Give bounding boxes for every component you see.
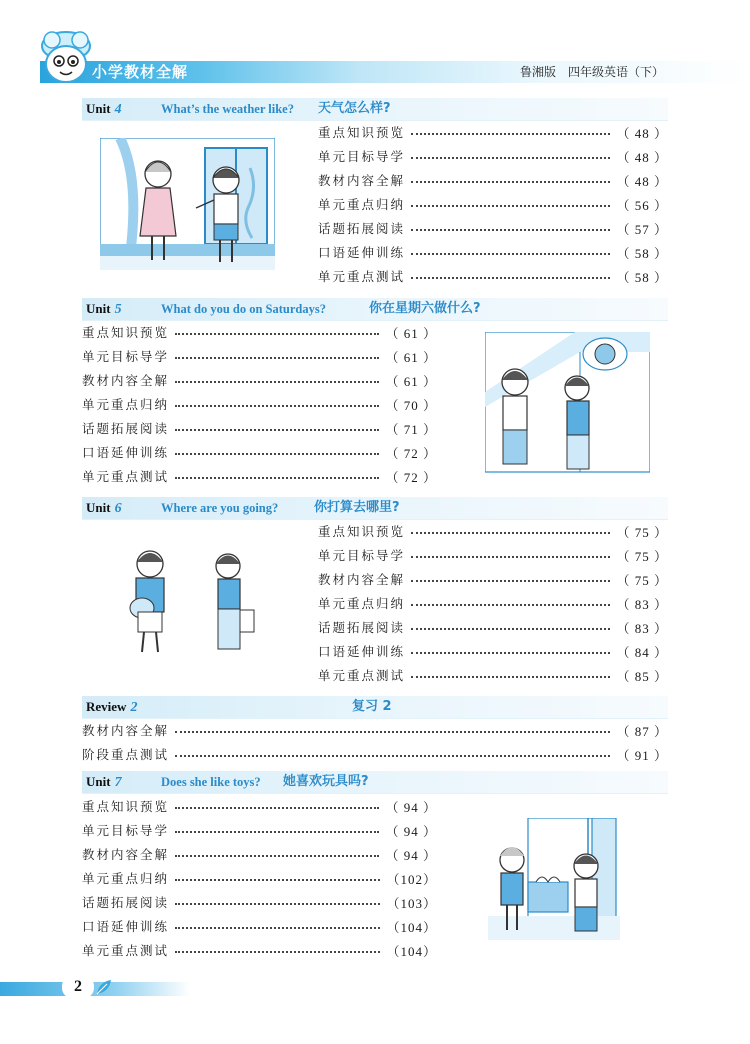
unit-title-en: Does she like toys? bbox=[161, 775, 261, 789]
unit-5-header[interactable] bbox=[82, 298, 668, 321]
toc-entry[interactable]: 单元目标导学 （ 61 ） bbox=[82, 349, 437, 365]
unit-number: 6 bbox=[114, 501, 122, 516]
toc-entry[interactable]: 教材内容全解 （ 61 ） bbox=[82, 373, 437, 389]
review-2-toc bbox=[82, 718, 668, 766]
unit-label: Unit bbox=[86, 774, 111, 789]
edition-label: 鲁湘版 bbox=[519, 65, 556, 79]
page-number: 2 bbox=[74, 978, 82, 995]
unit-title-cn: 她喜欢玩具吗? bbox=[283, 774, 369, 789]
unit-number: 7 bbox=[114, 775, 122, 790]
toc-entry[interactable]: 教材内容全解 （ 87 ） bbox=[82, 723, 668, 739]
unit-5-toc bbox=[82, 320, 437, 488]
review-2-header[interactable] bbox=[82, 696, 668, 719]
review-label: Review bbox=[86, 699, 127, 714]
toc-entry[interactable]: 单元目标导学 （ 48 ） bbox=[318, 149, 668, 165]
unit-number: 4 bbox=[114, 102, 122, 117]
toc-entry[interactable]: 口语延伸训练 （ 58 ） bbox=[318, 245, 668, 261]
toc-entry[interactable]: 单元重点归纳 （ 56 ） bbox=[318, 197, 668, 213]
toc-entry[interactable]: 单元重点归纳 （102） bbox=[82, 871, 437, 887]
toc-entry[interactable]: 单元目标导学 （ 75 ） bbox=[318, 548, 668, 564]
toc-entry[interactable]: 口语延伸训练 （104） bbox=[82, 919, 437, 935]
toc-entry[interactable]: 单元重点归纳 （ 83 ） bbox=[318, 596, 668, 612]
unit-number: 5 bbox=[114, 302, 122, 317]
unit-4-toc bbox=[318, 120, 668, 288]
unit-label: Unit bbox=[86, 301, 111, 316]
toc-entry[interactable]: 教材内容全解 （ 94 ） bbox=[82, 847, 437, 863]
unit-title-en: What do you do on Saturdays? bbox=[161, 302, 326, 316]
toc-entry[interactable]: 话题拓展阅读 （ 57 ） bbox=[318, 221, 668, 237]
unit-title-en: What’s the weather like? bbox=[161, 102, 294, 116]
review-number: 2 bbox=[130, 700, 138, 715]
boys-talking-illustration bbox=[485, 332, 650, 478]
toc-entry[interactable]: 话题拓展阅读 （ 83 ） bbox=[318, 620, 668, 636]
toc-entry[interactable]: 单元重点测试 （104） bbox=[82, 943, 437, 959]
unit-7-toc bbox=[82, 794, 437, 962]
toc-entry[interactable]: 重点知识预览 （ 75 ） bbox=[318, 524, 668, 540]
boys-with-bags-illustration bbox=[118, 548, 258, 660]
unit-title-cn: 你打算去哪里? bbox=[314, 500, 400, 515]
series-title: 小学教材全解 bbox=[92, 63, 189, 81]
toc-entry[interactable]: 重点知识预览 （ 94 ） bbox=[82, 799, 437, 815]
unit-6-toc bbox=[318, 519, 668, 687]
grade-subject-label: 四年级英语（下） bbox=[567, 65, 664, 79]
unit-title-cn: 你在星期六做什么? bbox=[369, 301, 481, 316]
unit-6-header[interactable] bbox=[82, 497, 668, 520]
toc-entry[interactable]: 重点知识预览 （ 61 ） bbox=[82, 325, 437, 341]
unit-7-header[interactable] bbox=[82, 771, 668, 794]
leaf-icon bbox=[95, 978, 113, 996]
toc-entry[interactable]: 单元重点测试 （ 58 ） bbox=[318, 269, 668, 285]
toc-entry[interactable]: 阶段重点测试 （ 91 ） bbox=[82, 747, 668, 763]
toc-entry[interactable]: 话题拓展阅读 （ 71 ） bbox=[82, 421, 437, 437]
unit-title-en: Where are you going? bbox=[161, 501, 279, 515]
mascot-logo-icon bbox=[32, 30, 100, 88]
kids-at-window-illustration bbox=[100, 138, 275, 270]
toc-entry[interactable]: 重点知识预览 （ 48 ） bbox=[318, 125, 668, 141]
toc-entry[interactable]: 教材内容全解 （ 48 ） bbox=[318, 173, 668, 189]
toc-entry[interactable]: 教材内容全解 （ 75 ） bbox=[318, 572, 668, 588]
unit-title-cn: 天气怎么样? bbox=[318, 101, 391, 116]
review-title-cn: 复习 2 bbox=[352, 699, 392, 714]
toc-entry[interactable]: 单元重点测试 （ 72 ） bbox=[82, 469, 437, 485]
unit-4-header[interactable] bbox=[82, 98, 668, 121]
unit-label: Unit bbox=[86, 500, 111, 515]
toc-entry[interactable]: 单元目标导学 （ 94 ） bbox=[82, 823, 437, 839]
unit-label: Unit bbox=[86, 101, 111, 116]
toc-entry[interactable]: 话题拓展阅读 （103） bbox=[82, 895, 437, 911]
toc-entry[interactable]: 单元重点归纳 （ 70 ） bbox=[82, 397, 437, 413]
header-edition-info bbox=[520, 61, 664, 83]
toc-entry[interactable]: 单元重点测试 （ 85 ） bbox=[318, 668, 668, 684]
kids-with-gift-box-illustration bbox=[488, 818, 620, 946]
toc-entry[interactable]: 口语延伸训练 （ 84 ） bbox=[318, 644, 668, 660]
toc-entry[interactable]: 口语延伸训练 （ 72 ） bbox=[82, 445, 437, 461]
